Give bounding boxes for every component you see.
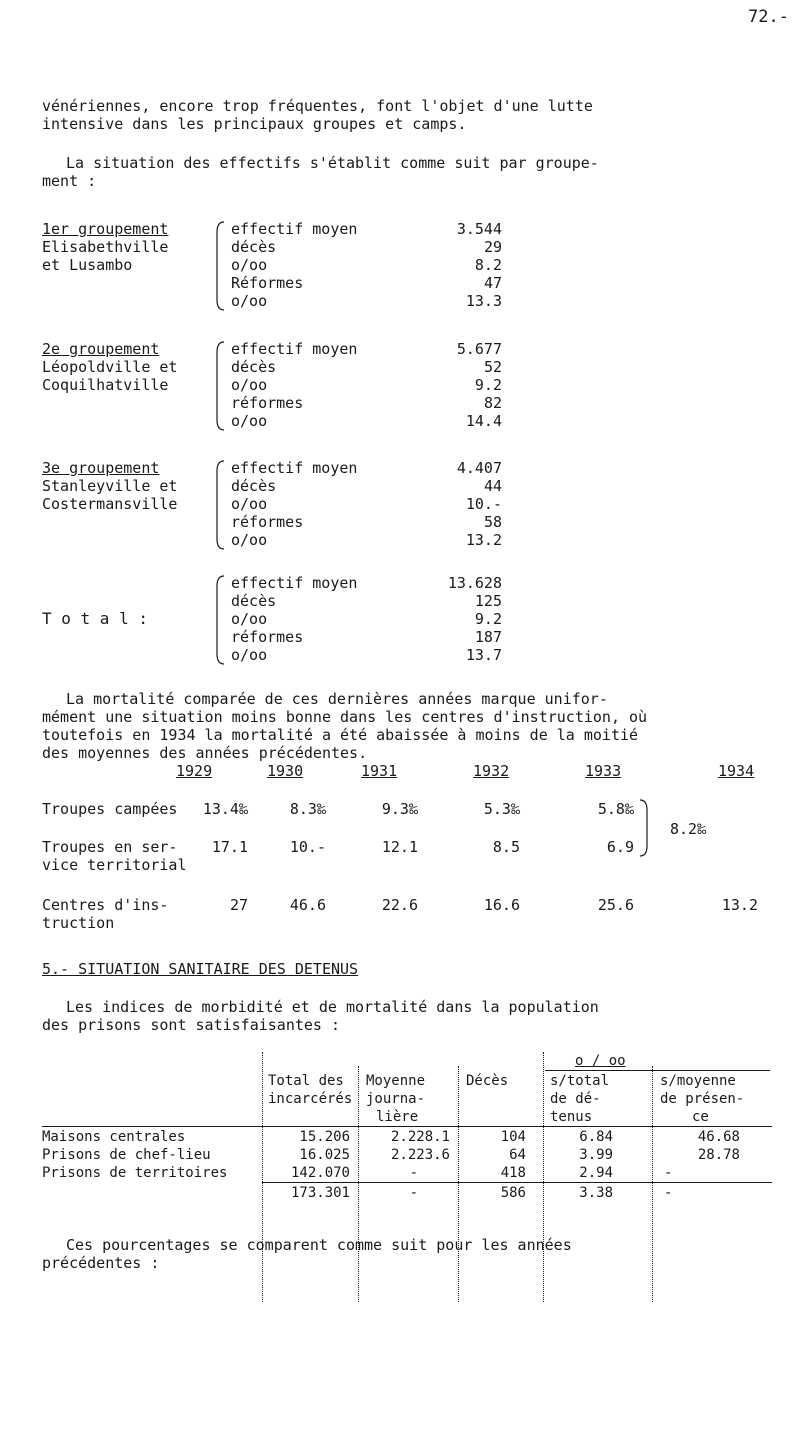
group-label: o/oo	[231, 376, 268, 394]
group-value: 3.544	[456, 220, 502, 238]
group-value: 58	[483, 513, 502, 531]
group-label: réformes	[231, 394, 304, 412]
col-header: s/moyenne	[660, 1073, 736, 1089]
group-label: o/oo	[231, 495, 268, 513]
group-subtitle: Elisabethville	[42, 238, 169, 256]
row-label: truction	[42, 914, 115, 932]
total-title: T o t a l :	[42, 609, 148, 628]
row-value: 6.9	[606, 838, 634, 856]
col-header: incarcérés	[268, 1091, 353, 1107]
group-value: 9.2	[474, 610, 502, 628]
group-label: effectif moyen	[231, 574, 358, 592]
group-label: o/oo	[231, 292, 268, 310]
group-value: 52	[483, 358, 502, 376]
closing-line-1: Ces pourcentages se comparent comme suit pour les années	[66, 1236, 572, 1254]
row-value: 46.6	[289, 896, 326, 914]
row-value: 10.-	[289, 838, 326, 856]
row-value: 13.4‰	[202, 800, 248, 818]
col-header: tenus	[550, 1109, 593, 1125]
prison-cell: 46.68	[697, 1129, 740, 1145]
group-value: 13.628	[447, 574, 502, 592]
row-label: Troupes campées	[42, 800, 178, 818]
group-label: décès	[231, 358, 277, 376]
col-header: Décès	[466, 1073, 509, 1089]
group-label: réformes	[231, 513, 304, 531]
group-subtitle: et Lusambo	[42, 256, 133, 274]
col-header: lière	[376, 1109, 419, 1125]
group-label: o/oo	[231, 531, 268, 549]
group-value: 82	[483, 394, 502, 412]
prison-cell: 6.84	[579, 1129, 613, 1145]
row-value: 17.1	[211, 838, 248, 856]
year-header: 1933	[585, 762, 622, 780]
group-title: 3e groupement	[42, 459, 160, 477]
intro-line-1: vénériennes, encore trop fréquentes, font l'objet d'une lutte	[42, 97, 593, 115]
group-label: Réformes	[231, 274, 304, 292]
group-label: effectif moyen	[231, 459, 358, 477]
year-header: 1934	[718, 762, 755, 780]
group-label: décès	[231, 592, 277, 610]
mortality-line-3: toutefois en 1934 la mortalité a été abaissée à moins de la moitié	[42, 726, 639, 744]
prison-total: 173.301	[290, 1185, 350, 1201]
group-value: 29	[483, 238, 502, 256]
year-header: 1930	[267, 762, 304, 780]
group-title: 1er groupement	[42, 220, 169, 238]
col-header: journa-	[366, 1091, 426, 1107]
prison-cell: 142.070	[290, 1165, 350, 1181]
prison-cell: 3.99	[579, 1147, 613, 1163]
group-value: 13.2	[465, 531, 502, 549]
year-header: 1932	[473, 762, 510, 780]
row-value: 27	[229, 896, 248, 914]
group-value: 10.-	[465, 495, 502, 513]
group-value: 44	[483, 477, 502, 495]
row-label: Centres d'ins-	[42, 896, 169, 914]
section-heading: 5.- SITUATION SANITAIRE DES DETENUS	[42, 960, 359, 978]
group-brace	[214, 574, 226, 666]
prison-total: -	[409, 1185, 418, 1201]
group-value: 9.2	[474, 376, 502, 394]
row-value: 5.3‰	[483, 800, 520, 818]
section-para-1: Les indices de morbidité et de mortalité dans la population	[66, 998, 599, 1016]
row-value: 22.6	[381, 896, 418, 914]
col-header: Moyenne	[366, 1073, 426, 1089]
group-brace	[214, 340, 226, 432]
row-value: 9.3‰	[381, 800, 418, 818]
section-para-2: des prisons sont satisfaisantes :	[42, 1016, 341, 1034]
group-brace	[214, 220, 226, 312]
group-value: 14.4	[465, 412, 502, 430]
prison-cell: 16.025	[299, 1147, 350, 1163]
group-label: o/oo	[231, 412, 268, 430]
prison-total: -	[664, 1185, 673, 1201]
group-label: o/oo	[231, 646, 268, 664]
mortality-line-1: La mortalité comparée de ces dernières années marque unifor-	[66, 690, 608, 708]
merged-brace	[638, 798, 650, 858]
group-value: 13.7	[465, 646, 502, 664]
row-value: 8.3‰	[289, 800, 326, 818]
prison-row-name: Prisons de chef-lieu	[42, 1147, 211, 1163]
prison-cell: 418	[500, 1165, 526, 1181]
col-header: s/total	[550, 1073, 610, 1089]
prison-cell: 104	[500, 1129, 526, 1145]
mortality-line-2: mément une situation moins bonne dans les centres d'instruction, où	[42, 708, 648, 726]
group-value: 125	[474, 592, 502, 610]
row-value: 25.6	[597, 896, 634, 914]
group-value: 47	[483, 274, 502, 292]
group-subtitle: Costermansville	[42, 495, 178, 513]
group-value: 5.677	[456, 340, 502, 358]
row-label: vice territorial	[42, 856, 187, 874]
merged-1934-value: 8.2‰	[670, 820, 707, 838]
prison-cell: 64	[509, 1147, 526, 1163]
closing-line-2: précédentes :	[42, 1254, 160, 1272]
prison-cell: -	[664, 1165, 673, 1181]
intro-line-2: intensive dans les principaux groupes et camps.	[42, 115, 467, 133]
prison-cell: 28.78	[697, 1147, 740, 1163]
row-value: 16.6	[483, 896, 520, 914]
prison-cell: 2.223.6	[390, 1147, 450, 1163]
row-value: 12.1	[381, 838, 418, 856]
row-value: 8.5	[492, 838, 520, 856]
group-label: o/oo	[231, 610, 268, 628]
group-subtitle: Stanleyville et	[42, 477, 178, 495]
group-label: effectif moyen	[231, 340, 358, 358]
group-value: 8.2	[474, 256, 502, 274]
prison-row-name: Maisons centrales	[42, 1129, 186, 1145]
group-value: 187	[474, 628, 502, 646]
prison-cell: 2.228.1	[390, 1129, 450, 1145]
year-header: 1929	[176, 762, 213, 780]
year-header: 1931	[361, 762, 398, 780]
group-brace	[214, 459, 226, 551]
mortality-line-4: des moyennes des années précédentes.	[42, 744, 368, 762]
prison-cell: -	[409, 1165, 418, 1181]
group-label: réformes	[231, 628, 304, 646]
intro-line-4: ment :	[42, 172, 97, 190]
row-value: 5.8‰	[597, 800, 634, 818]
group-label: décès	[231, 238, 277, 256]
prison-total: 3.38	[579, 1185, 613, 1201]
group-title: 2e groupement	[42, 340, 160, 358]
col-header: Total des	[268, 1073, 344, 1089]
group-label: o/oo	[231, 256, 268, 274]
group-subtitle: Coquilhatville	[42, 376, 169, 394]
row-label: Troupes en ser-	[42, 838, 178, 856]
prison-row-name: Prisons de territoires	[42, 1165, 228, 1181]
prison-cell: 15.206	[299, 1129, 350, 1145]
prison-cell: 2.94	[579, 1165, 613, 1181]
header-group-label: o / oo	[575, 1053, 626, 1069]
col-header: ce	[692, 1109, 709, 1125]
col-header: de dé-	[550, 1091, 601, 1107]
group-value: 13.3	[465, 292, 502, 310]
group-label: effectif moyen	[231, 220, 358, 238]
intro-line-3: La situation des effectifs s'établit comme suit par groupe-	[66, 154, 599, 172]
page-number: 72.-	[748, 7, 789, 27]
group-subtitle: Léopoldville et	[42, 358, 178, 376]
prison-total: 586	[500, 1185, 526, 1201]
group-label: décès	[231, 477, 277, 495]
col-header: de présen-	[660, 1091, 745, 1107]
group-value: 4.407	[456, 459, 502, 477]
row-value: 13.2	[721, 896, 758, 914]
